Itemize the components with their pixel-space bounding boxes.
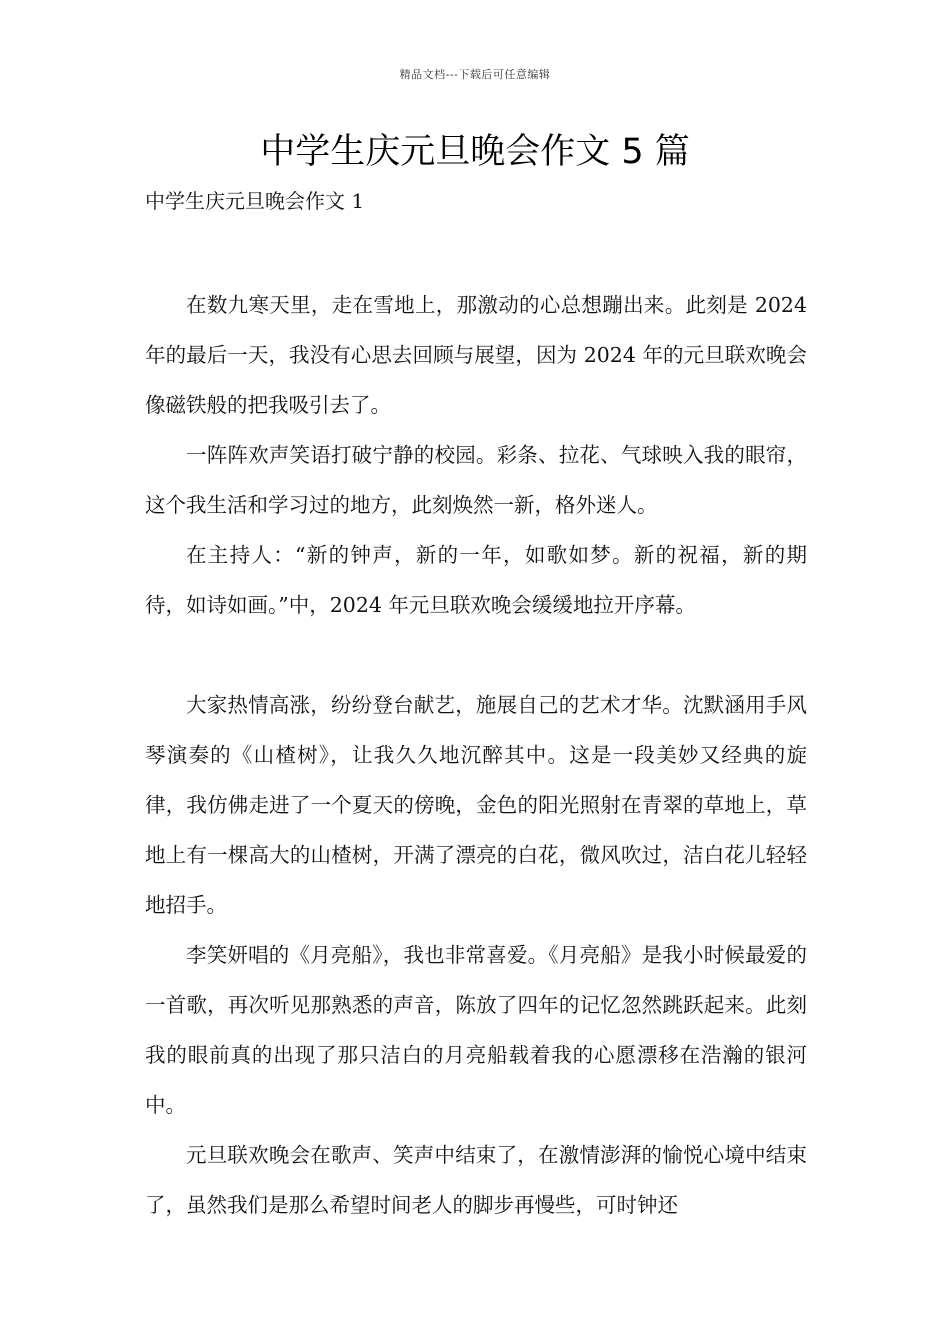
paragraph-6: 元旦联欢晚会在歌声、笑声中结束了，在激情澎湃的愉悦心境中结束了，虽然我们是那么希望时间老人的脚步再慢些，可时钟还 — [145, 1143, 807, 1217]
paragraph-5: 李笑妍唱的《月亮船》，我也非常喜爱。《月亮船》是我小时候最爱的一首歌，再次听见那熟悉的声音，陈放了四年的记忆忽然跳跃起来。此刻我的眼前真的出现了那只洁白的月亮船载着我的心愿漂移在浩瀚的银河中。 — [145, 943, 807, 1117]
paragraph-3: 在主持人：“新的钟声，新的一年，如歌如梦。新的祝福，新的期待，如诗如画。”中，2024 年元旦联欢晚会缓缓地拉开序幕。 — [145, 543, 807, 617]
section-subtitle: 中学生庆元旦晚会作文 1 — [145, 189, 365, 213]
paragraph-1: 在数九寒天里，走在雪地上，那激动的心总想蹦出来。此刻是 2024 年的最后一天，我没有心思去回顾与展望，因为 2024 年的元旦联欢晚会像磁铁般的把我吸引去了。 — [145, 293, 807, 417]
document-body — [145, 280, 807, 1230]
document-title: 中学生庆元旦晚会作文 5 篇 — [260, 132, 690, 172]
paragraph-4: 大家热情高涨，纷纷登台献艺，施展自己的艺术才华。沈默涵用手风琴演奏的《山楂树》，让我久久地沉醉其中。这是一段美妙又经典的旋律，我仿佛走进了一个夏天的傍晚，金色的阳光照射在青翠的草地上，草地上有一棵高大的山楂树，开满了漂亮的白花，微风吹过，洁白花儿轻轻地招手。 — [145, 693, 807, 917]
paragraph-2: 一阵阵欢声笑语打破宁静的校园。彩条、拉花、气球映入我的眼帘，这个我生活和学习过的地方，此刻焕然一新，格外迷人。 — [145, 443, 807, 517]
header-note: 精品文档---下载后可任意编辑 — [399, 68, 551, 81]
paragraph-gap — [145, 630, 807, 680]
